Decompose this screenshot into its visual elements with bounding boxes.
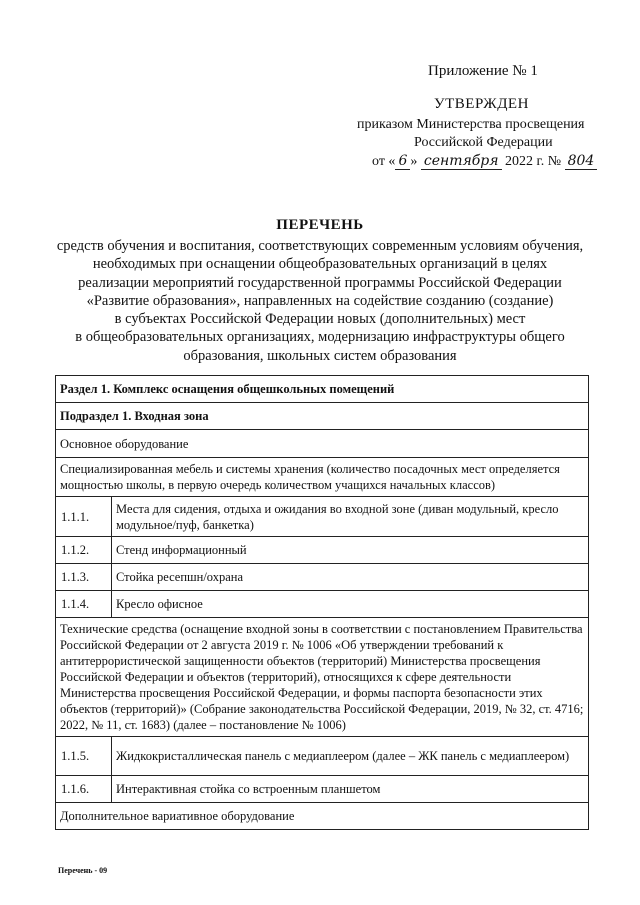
table-row — [56, 776, 589, 803]
item-number: 1.1.4. — [56, 591, 112, 618]
equipment-table — [55, 375, 589, 830]
subtitle-line: необходимых при оснащении общеобразовательных организаций в целях — [92, 256, 548, 273]
date-day: 6 — [395, 153, 410, 170]
table-row — [56, 458, 589, 497]
table-row — [56, 403, 589, 430]
basic-equipment-label: Основное оборудование — [56, 430, 589, 458]
date-year: 2022 г. № — [505, 154, 562, 169]
appendix-label: Приложение № 1 — [428, 63, 538, 79]
subtitle-line: в субъектах Российской Федерации новых (дополнительных) мест — [114, 311, 526, 328]
table-row — [56, 430, 589, 458]
item-text: Жидкокристаллическая панель с медиаплеером (далее – ЖК панель с медиаплеером) — [112, 737, 589, 776]
table-row — [56, 497, 589, 537]
subsection-title: Подраздел 1. Входная зона — [56, 403, 589, 430]
subtitle-line: средств обучения и воспитания, соответствующих современным условиям обучения, — [56, 238, 584, 254]
list-subtitle — [20, 237, 620, 365]
item-text: Стенд информационный — [112, 537, 589, 564]
table-row — [56, 591, 589, 618]
order-date-line — [372, 153, 597, 170]
item-number: 1.1.6. — [56, 776, 112, 803]
item-number: 1.1.5. — [56, 737, 112, 776]
table-row — [56, 537, 589, 564]
subtitle-line: «Развитие образования», направленных на содействие созданию (создание) — [86, 292, 554, 309]
table-row — [56, 376, 589, 403]
order-line-2: Российской Федерации — [414, 135, 553, 150]
table-row — [56, 737, 589, 776]
list-heading: ПЕРЕЧЕНЬ — [276, 217, 364, 233]
document-title — [20, 217, 620, 365]
item-text: Стойка ресепшн/охрана — [112, 564, 589, 591]
date-mid: » — [410, 154, 418, 169]
item-text: Места для сидения, отдыха и ожидания во входной зоне (диван модульный, кресло модульное/пуф, банкетка) — [112, 497, 589, 537]
subtitle-line: в общеобразовательных организациях, модернизацию инфраструктуры общего — [75, 329, 565, 346]
item-number: 1.1.3. — [56, 564, 112, 591]
table-row — [56, 803, 589, 830]
date-month: сентября — [421, 153, 502, 170]
subtitle-line: образования, школьных систем образования — [183, 347, 457, 364]
table-row — [56, 618, 589, 737]
date-prefix: от « — [372, 154, 396, 169]
order-number: 804 — [565, 153, 598, 170]
page-footer: Перечень - 09 — [58, 866, 108, 875]
additional-equipment-label: Дополнительное вариативное оборудование — [56, 803, 589, 830]
furniture-header: Специализированная мебель и системы хранения (количество посадочных мест определяется мощностью школы, в первую очередь количеством учащихся начальных классов) — [56, 458, 589, 497]
item-number: 1.1.1. — [56, 497, 112, 537]
section-title: Раздел 1. Комплекс оснащения общешкольных помещений — [56, 376, 589, 403]
technical-header: Технические средства (оснащение входной зоны в соответствии с постановлением Правительства Российской Федерации от 2 августа 2019 г. № 1006 «Об утверждении требований к антитеррористической защищенности объектов (территорий) Министерства просвещения Российской Федерации и объектов (территорий), относящихся к сфере деятельности Министерства просвещения Российской Федерации, и формы паспорта безопасности этих объектов (территорий)» (Собрание законодательства Российской Федерации, 2019, № 32, ст. 4716; 2022, № 11, ст. 1683) (далее – постановление № 1006) — [56, 618, 589, 737]
item-number: 1.1.2. — [56, 537, 112, 564]
order-line-1: приказом Министерства просвещения — [357, 117, 585, 132]
item-text: Кресло офисное — [112, 591, 589, 618]
item-text: Интерактивная стойка со встроенным планшетом — [112, 776, 589, 803]
table-row — [56, 564, 589, 591]
subtitle-line: реализации мероприятий государственной программы Российской Федерации — [78, 274, 562, 291]
approved-label: УТВЕРЖДЕН — [434, 96, 529, 112]
